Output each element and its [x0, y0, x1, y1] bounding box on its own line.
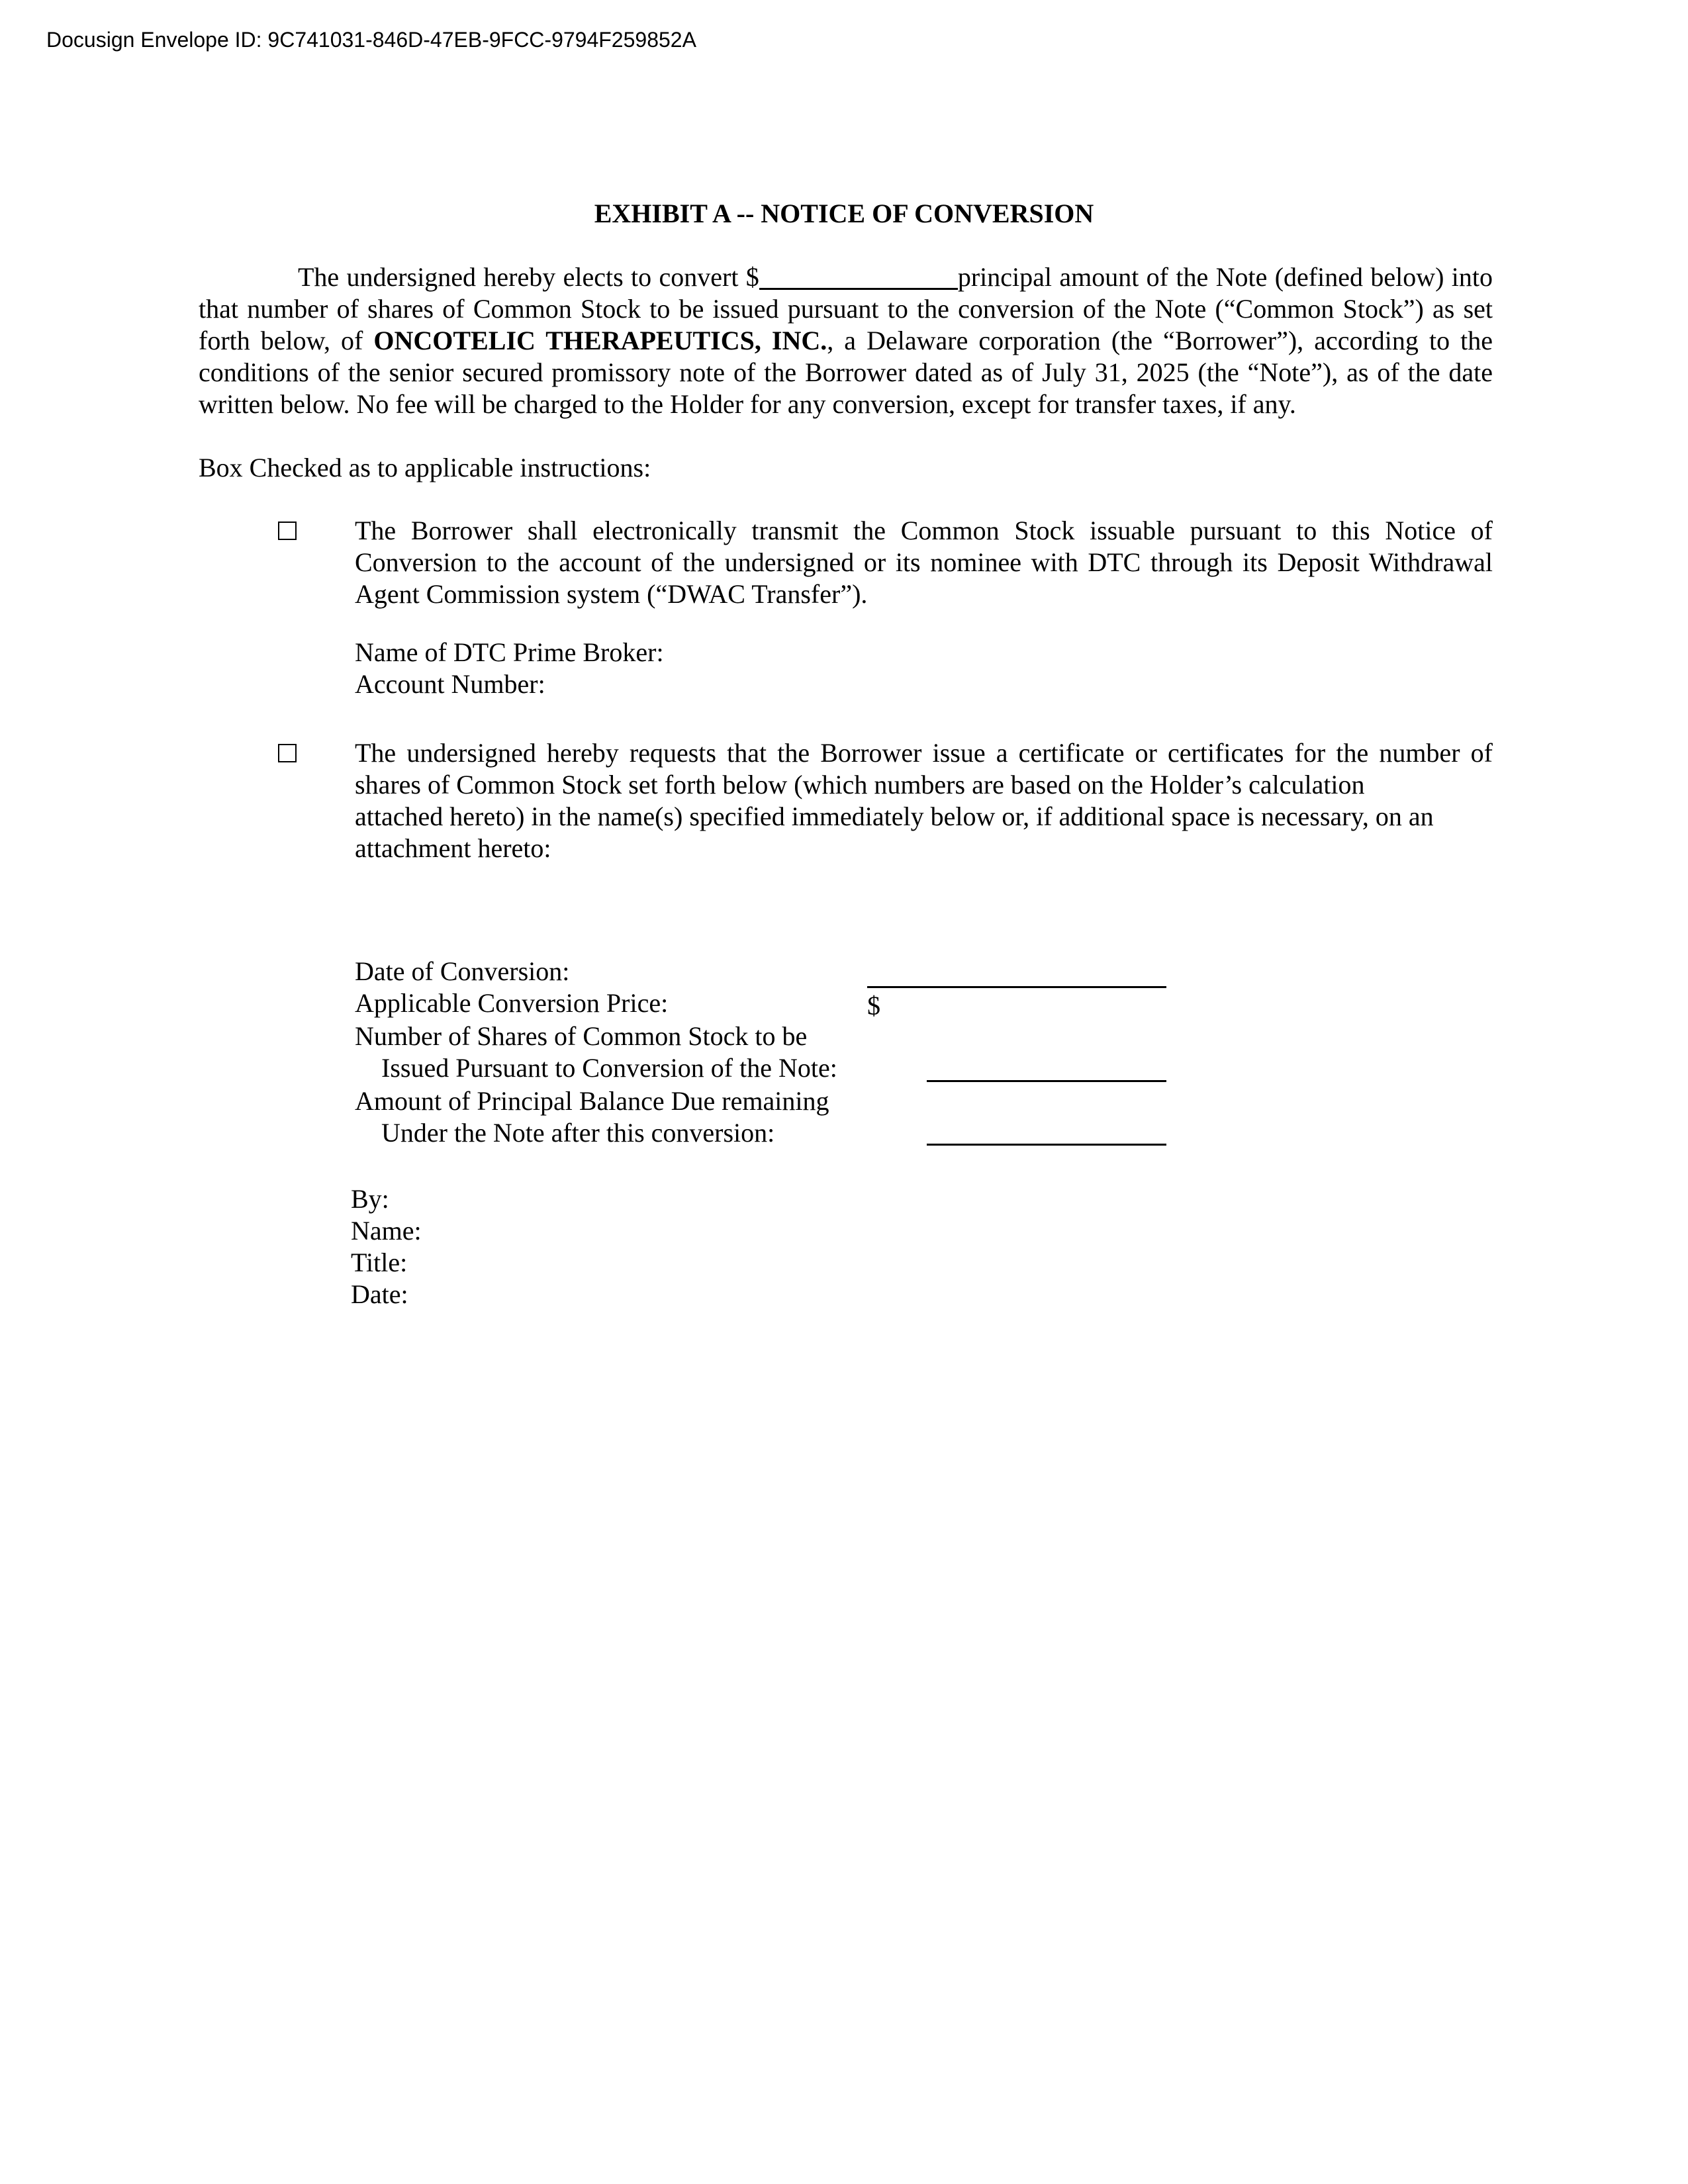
shares-field[interactable]	[927, 1080, 1166, 1082]
principal-balance-field[interactable]	[927, 1144, 1166, 1146]
account-number-label: Account Number:	[355, 669, 545, 699]
dwac-checkbox[interactable]	[278, 522, 297, 540]
dollar-sign: $	[867, 991, 880, 1021]
certificate-line-1: The undersigned hereby requests that the Borrower issue a certificate or certificates for the number of	[355, 738, 1493, 768]
signature-name-label: Name:	[351, 1216, 422, 1246]
dwac-option-text: The Borrower shall electronically transmit the Common Stock issuable pursuant to this Notice of Conversion to the account of the undersigned or its nominee with DTC through its Deposit Withdrawal Agent Commission system (“DWAC Transfer”).	[355, 516, 1493, 609]
signature-by-label: By:	[351, 1184, 389, 1214]
intro-text-1: The undersigned hereby elects to convert $	[298, 262, 759, 292]
box-checked-label: Box Checked as to applicable instructions:	[199, 453, 651, 482]
date-of-conversion-field[interactable]	[867, 986, 1166, 988]
intro-text-3: , a Delaware corporation (the “Borrower”), according to the conditions of the senior secured promissory note of the Borrower dated as of July 31, 2025 (the “Note”), as of the date written below. No fee will be charged to the Holder for any conversion, except for transfer taxes, if any.	[199, 326, 1493, 419]
intro-text-2: principal amount of the Note (defined below) into that number of shares of Common Stock to be issued pursuant to the conversion of the Note (“Common Stock”) as set forth below, of	[199, 262, 1493, 355]
conversion-price-label: Applicable Conversion Price:	[355, 988, 669, 1018]
certificate-line-3: attached hereto) in the name(s) specified immediately below or, if additional space is necessary, on an	[355, 801, 1434, 831]
certificate-line-2: shares of Common Stock set forth below (which numbers are based on the Holder’s calculation	[355, 770, 1365, 799]
certificate-checkbox[interactable]	[278, 744, 297, 762]
shares-label-line-1: Number of Shares of Common Stock to be	[355, 1021, 808, 1051]
certificate-line-4: attachment hereto:	[355, 833, 551, 863]
company-name: ONCOTELIC THERAPEUTICS, INC.	[373, 326, 827, 355]
signature-title-label: Title:	[351, 1248, 408, 1277]
envelope-id: Docusign Envelope ID: 9C741031-846D-47EB-9FCC-9794F259852A	[46, 28, 696, 52]
intro-paragraph	[199, 261, 1493, 420]
principal-amount-field[interactable]	[759, 264, 958, 290]
date-of-conversion-label: Date of Conversion:	[355, 956, 570, 986]
dtc-broker-label: Name of DTC Prime Broker:	[355, 637, 664, 667]
page-title: EXHIBIT A -- NOTICE OF CONVERSION	[594, 199, 1094, 228]
signature-date-label: Date:	[351, 1279, 408, 1309]
principal-label-line-2: Under the Note after this conversion:	[381, 1118, 775, 1148]
principal-label-line-1: Amount of Principal Balance Due remaining	[355, 1086, 829, 1116]
shares-label-line-2: Issued Pursuant to Conversion of the Note:	[381, 1053, 837, 1083]
